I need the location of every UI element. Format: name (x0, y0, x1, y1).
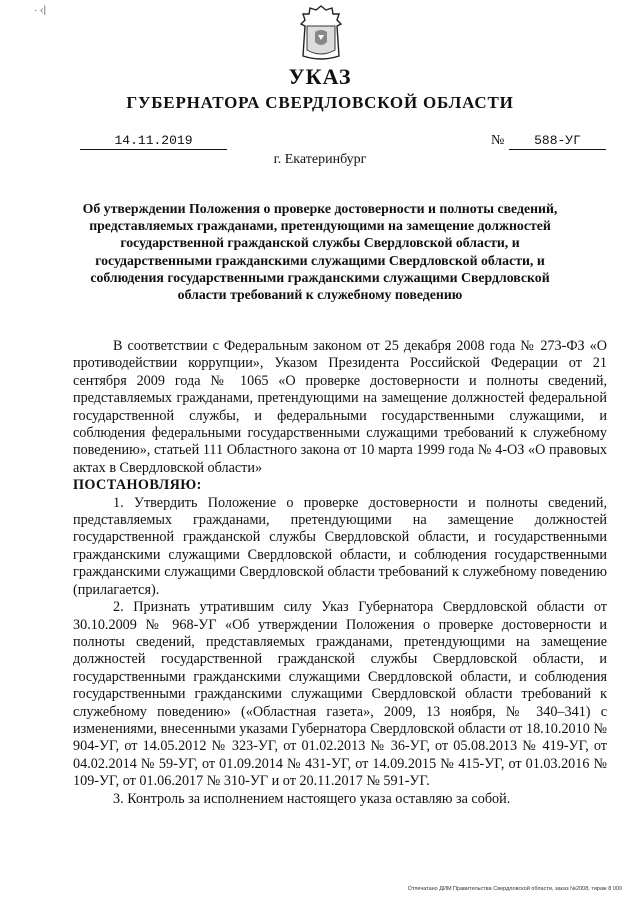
number-sign: № (491, 133, 505, 148)
document-title: Об утверждении Положения о проверке достоверности и полноты сведений, представляемых гражданами, претендующими на замещение должностей государственной гражданской службы Свердловской области, и государственными гражданскими служащими Свердловской области, и соблюдения государственными гражданскими служащими Свердловской области требований к служебному поведению (82, 201, 558, 303)
print-footer: Отпечатано ДИМ Правительства Свердловской области, заказ №2008, тираж 8 000 (407, 886, 622, 892)
item-1: 1. Утвердить Положение о проверке достоверности и полноты сведений, представляемых гражданами, претендующими на замещение должностей государственной гражданской службы Свердловской области, и государственными гражданскими служащими Свердловской области, и соблюдения государственными гражданскими служащими Свердловской области требований к служебному поведению (прилагается). (73, 494, 607, 598)
corner-mark: · ‹| (34, 5, 47, 16)
decree-number: 588-УГ (509, 133, 606, 150)
document-body (73, 338, 607, 808)
coat-of-arms-icon (297, 4, 345, 62)
decree-word: ПОСТАНОВЛЯЮ: (73, 477, 202, 494)
item-3: 3. Контроль за исполнением настоящего указа оставляю за собой. (113, 790, 511, 807)
decree-date: 14.11.2019 (80, 133, 227, 150)
city: г. Екатеринбург (273, 152, 367, 167)
item-2: 2. Признать утратившим силу Указ Губернатора Свердловской области от 30.10.2009 № 968-УГ «Об утверждении Положения о проверке достоверности и полноты сведений, представляемых гражданами, претендующими на замещение должностей государственной гражданской службы Свердловской области, и государственными гражданскими служащими Свердловской области, и соблюдения государственными гражданскими служащими Свердловской области требований к служебному поведению» («Областная газета», 2009, 13 ноября, № 340–341) с изменениями, внесенными указами Губернатора Свердловской области от 18.10.2010 № 904-УГ, от 14.05.2012 № 323-УГ, от 01.02.2013 № 36-УГ, от 05.08.2013 № 419-УГ, от 04.02.2014 № 59-УГ, от 01.09.2014 № 431-УГ, от 14.09.2015 № 415-УГ, от 01.03.2016 № 109-УГ, от 01.06.2017 № 310-УГ и от 20.11.2017 № 591-УГ. (73, 599, 607, 790)
issuer-heading: ГУБЕРНАТОРА СВЕРДЛОВСКОЙ ОБЛАСТИ (126, 93, 514, 112)
document-type-heading: УКАЗ (288, 64, 352, 89)
preamble: В соответствии с Федеральным законом от 25 декабря 2008 года № 273-ФЗ «О противодействии коррупции», Указом Президента Российской Федерации от 21 сентября 2009 года № 1065 «О проверке достоверности и полноты сведений, представляемых гражданами, претендующими на замещение должностей федеральной государственной службы, и федеральными государственными служащими, и соблюдения федеральными государственными служащими требований к служебному поведению», статьей 111 Областного закона от 10 марта 1999 года № 4-ОЗ «О правовых актах в Свердловской области» (73, 338, 607, 476)
